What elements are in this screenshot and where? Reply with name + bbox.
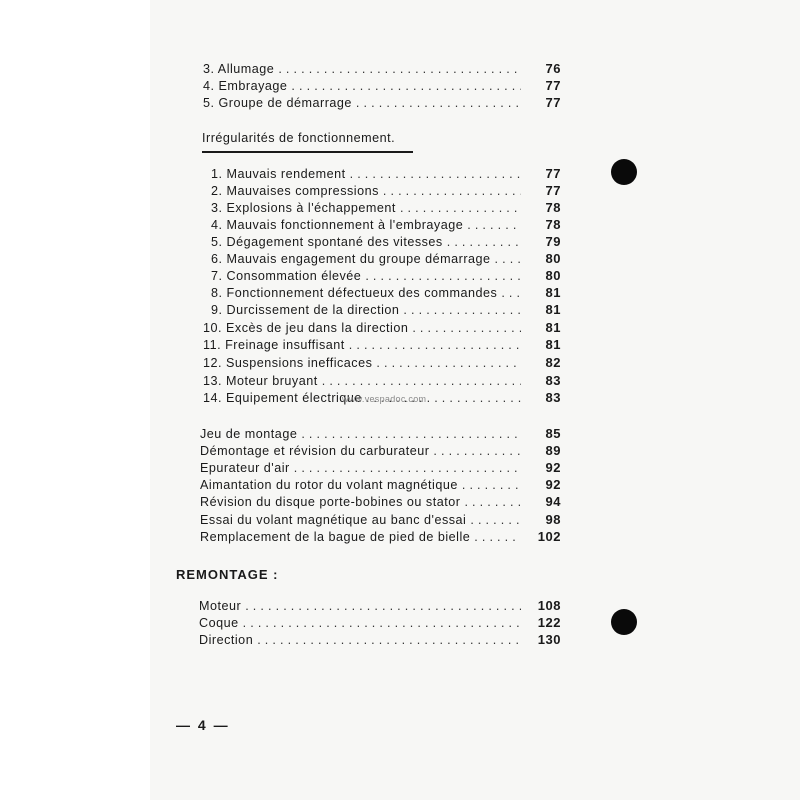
toc-entry [203,337,561,354]
toc-entry-page: 122 [537,615,561,630]
toc-entry-label: Remplacement de la bague de pied de bielle [200,530,471,544]
dot-leader [467,217,521,233]
toc-entry [211,302,561,319]
toc-entry-label: 4. Mauvais fonctionnement à l'embrayage [211,218,464,232]
toc-entry-label: 4. Embrayage [203,79,288,93]
toc-entry-page: 102 [537,529,561,544]
dot-leader [495,251,521,267]
toc-entry [203,61,561,78]
toc-entry-page: 78 [545,217,561,232]
dot-leader [462,477,521,493]
toc-entry-page: 79 [545,234,561,249]
dot-leader [470,512,521,528]
dot-leader [356,95,521,111]
toc-entry-page: 77 [545,166,561,181]
toc-entry [211,166,561,183]
heading-underline [202,151,413,153]
punch-hole [611,159,637,185]
dot-leader [412,320,521,336]
toc-entry-label: 7. Consommation élevée [211,269,362,283]
toc-entry [200,443,561,460]
toc-entry [203,320,561,337]
toc-entry [199,632,561,649]
dot-leader [245,598,521,614]
toc-entry [203,355,561,372]
dot-leader [291,78,521,94]
toc-entry-page: 82 [545,355,561,370]
toc-entry [200,426,561,443]
toc-entry-page: 89 [545,443,561,458]
toc-entry-page: 80 [545,268,561,283]
toc-entry-page: 92 [545,477,561,492]
toc-entry-page: 77 [545,95,561,110]
toc-entry-page: 108 [537,598,561,613]
page-number: — 4 — [176,717,230,733]
toc-entry-page: 81 [545,302,561,317]
toc-entry-label: Direction [199,633,254,647]
toc-entry [200,512,561,529]
toc-entry-page: 81 [545,337,561,352]
toc-entry [200,494,561,511]
toc-entry [211,200,561,217]
toc-entry-label: 3. Allumage [203,62,275,76]
dot-leader [365,268,521,284]
toc-entry-label: 1. Mauvais rendement [211,167,346,181]
toc-entry-page: 77 [545,78,561,93]
toc-entry-label: Démontage et révision du carburateur [200,444,430,458]
punch-hole [611,609,637,635]
dot-leader [376,355,521,371]
toc-entry-label: Coque [199,616,239,630]
toc-entry-label: 11. Freinage insuffisant [203,338,345,352]
toc-entry-label: 2. Mauvaises compressions [211,184,379,198]
dot-leader [278,61,521,77]
dot-leader [403,302,521,318]
toc-entry-label: 8. Fonctionnement défectueux des commandes [211,286,498,300]
toc-entry-label: 3. Explosions à l'échappement [211,201,396,215]
toc-entry-label: 12. Suspensions inefficaces [203,356,373,370]
dot-leader [301,426,521,442]
toc-entry-page: 83 [545,373,561,388]
toc-entry-label: 5. Groupe de démarrage [203,96,352,110]
dot-leader [349,337,521,353]
dot-leader [350,166,521,182]
dot-leader [447,234,521,250]
toc-entry-label: 10. Excès de jeu dans la direction [203,321,409,335]
dot-leader [322,373,521,389]
dot-leader [400,200,521,216]
toc-entry [199,598,561,615]
dot-leader [464,494,521,510]
toc-entry-page: 94 [545,494,561,509]
dot-leader [501,285,521,301]
dot-leader [383,183,521,199]
toc-entry [211,217,561,234]
toc-entry [211,251,561,268]
toc-entry-page: 81 [545,285,561,300]
toc-entry [203,373,561,390]
dot-leader [294,460,521,476]
dot-leader [474,529,521,545]
section-heading-remontage: REMONTAGE : [176,567,279,582]
toc-entry [200,529,561,546]
toc-entry [199,615,561,632]
toc-entry [211,234,561,251]
toc-entry-page: 98 [545,512,561,527]
toc-entry-label: 9. Durcissement de la direction [211,303,400,317]
toc-entry-page: 81 [545,320,561,335]
toc-entry [203,95,561,112]
toc-entry-page: 85 [545,426,561,441]
toc-entry-label: 5. Dégagement spontané des vitesses [211,235,443,249]
toc-entry-page: 130 [537,632,561,647]
toc-entry-label: Epurateur d'air [200,461,290,475]
watermark: www.vespadoc.com [342,394,427,404]
toc-entry-label: 13. Moteur bruyant [203,374,318,388]
section-heading-irregularites: Irrégularités de fonctionnement. [202,131,396,145]
toc-entry [200,460,561,477]
toc-entry-page: 77 [545,183,561,198]
toc-entry-label: Essai du volant magnétique au banc d'essai [200,513,467,527]
toc-entry [211,183,561,200]
dot-leader [257,632,521,648]
toc-entry-page: 76 [545,61,561,76]
toc-entry-page: 83 [545,390,561,405]
toc-entry-page: 78 [545,200,561,215]
toc-entry [200,477,561,494]
toc-entry-label: 14. Equipement électrique [203,391,362,405]
toc-entry-label: Révision du disque porte-bobines ou stator [200,495,461,509]
toc-entry-label: Moteur [199,599,242,613]
toc-entry-page: 80 [545,251,561,266]
toc-entry [211,268,561,285]
dot-leader [243,615,521,631]
toc-entry-label: Aimantation du rotor du volant magnétique [200,478,458,492]
toc-entry [211,285,561,302]
toc-entry-label: 6. Mauvais engagement du groupe démarrage [211,252,491,266]
toc-entry-label: Jeu de montage [200,427,298,441]
toc-entry [203,78,561,95]
dot-leader [433,443,521,459]
toc-entry-page: 92 [545,460,561,475]
